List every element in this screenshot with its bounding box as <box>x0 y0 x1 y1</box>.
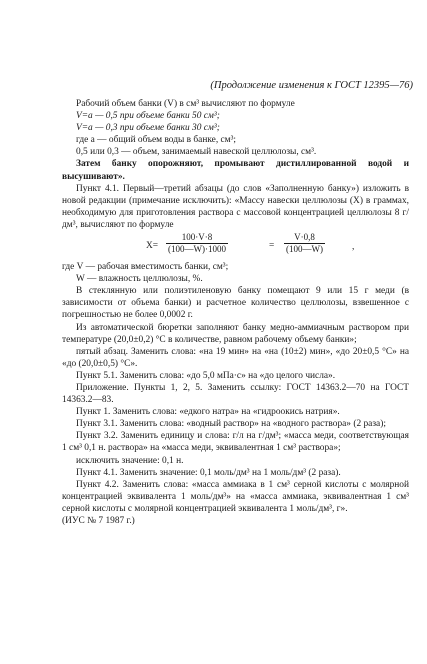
paragraph: V=a — 0,3 при объеме банки 30 см³; <box>76 123 220 134</box>
paragraph: Приложение. Пункты 1, 2, 5. Заменить ссылку: ГОСТ 14363.2—70 на ГОСТ 14363.2—83. <box>62 382 409 406</box>
paragraph: Из автоматической бюретки заполняют банку медно-аммиачным раствором при температуре (20,0±0,2) °С в количестве, равном рабочему объему банки»; <box>62 322 409 345</box>
paragraph: Пункт 4.1. Заменить значение: 0,1 моль/дм³ на 1 моль/дм³ (2 раза). <box>76 467 341 478</box>
body-text <box>62 98 409 527</box>
formula <box>62 232 409 258</box>
paragraph: Пункт 3.1. Заменить слова: «водный раствор» на «водного раствора» (2 раза); <box>76 419 386 430</box>
fraction-numerator: 100·V·8 <box>181 232 213 243</box>
paragraph: Пункт 3.2. Заменить единицу и слова: г/л на г/дм³; «масса меди, соответствующая 1 см³ 0,1 н. раствора» на «масса меди, эквивалентная 1 см³ раствора»; <box>62 431 409 454</box>
formula-comma: , <box>352 242 355 253</box>
fraction-denominator: (100—W)·1000 <box>168 244 226 255</box>
paragraph: Рабочий объем банки (V) в см³ вычисляют по формуле <box>76 99 295 109</box>
paragraph: Затем банку опорожняют, промывают дистиллированной водой и высушивают». <box>62 159 409 182</box>
fraction-numerator: V·0,8 <box>294 232 315 243</box>
paragraph: W — влажность целлюлозы, %. <box>76 274 203 285</box>
paragraph: Пункт 1. Заменить слова: «едкого натра» на «гидроокись натрия». <box>76 407 340 418</box>
paragraph: Пункт 4.2. Заменить слова: «масса аммиака в 1 см³ серной кислоты с молярной концентрацией эквивалента 1 моль/дм³» на «масса аммиака, эквивалентная 1 см³ серной кислоты с молярной концентрацией эквивалента 1 моль/дм³, г». <box>62 479 409 514</box>
formula-fraction-2 <box>284 232 325 255</box>
paragraph: Пункт 4.1. Первый—третий абзацы (до слов «Заполненную банку») изложить в новой редакции (примечание исключить): «Массу навески целлюлозы (X) в граммах, необходимую для приготовления раствора с массовой концентрацией целлюлозы 8 г/дм³, вычисляют по формуле <box>62 183 409 230</box>
paragraph: V=a — 0,5 при объеме банки 50 см³; <box>76 111 220 122</box>
formula-fraction-1 <box>166 232 228 255</box>
paragraph: 0,5 или 0,3 — объем, занимаемый навеской целлюлозы, см³. <box>76 147 317 158</box>
page-header: (Продолжение изменения к ГОСТ 12395—76) <box>210 80 413 91</box>
paragraph: пятый абзац. Заменить слова: «на 19 мин» на «на (10±2) мин», «до 20±0,5 °С» на «до (20,0±0,5) °С». <box>62 346 409 369</box>
paragraph: где a — общий объем воды в банке, см³; <box>76 135 237 146</box>
paragraph: исключить значение: 0,1 н. <box>76 455 184 466</box>
formula-lhs: X= <box>146 241 159 252</box>
paragraph: где V — рабочая вместимость банки, см³; <box>62 262 229 273</box>
issue-reference: (ИУС № 7 1987 г.) <box>62 516 135 526</box>
fraction-denominator: (100—W) <box>286 244 323 255</box>
paragraph: В стеклянную или полиэтиленовую банку помещают 9 или 15 г меди (в зависимости от объема банки) и расчетное количество целлюлозы, взвешенное с погрешностью не более 0,0002 г. <box>62 286 409 321</box>
paragraph: Пункт 5.1. Заменить слова: «до 5,0 мПа·с» на «до целого числа». <box>76 370 336 381</box>
formula-equals: = <box>269 241 275 252</box>
